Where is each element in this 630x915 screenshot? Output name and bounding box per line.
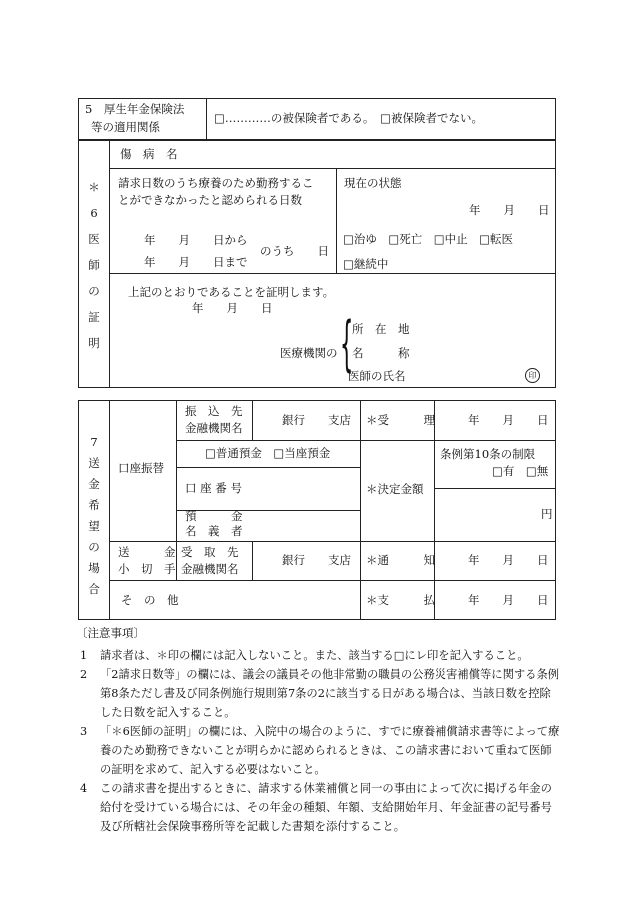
section-7-line-c bbox=[434, 488, 556, 489]
section-7-line-a bbox=[176, 440, 434, 441]
section-7-col3b bbox=[252, 541, 253, 580]
section-7-line-e bbox=[109, 541, 556, 542]
institution-name-label: 名 称 bbox=[352, 346, 410, 360]
leave-days-count[interactable]: のうち 日 bbox=[260, 244, 329, 258]
note-text: 「2請求日数等」の欄には、議会の議員その他非常勤の職員の公務災害補償等に関する条例第8条ただし書及び同条例施行規則第7条の2に該当する日がある場合は、当該日数を控除した日数を記入すること。 bbox=[100, 668, 560, 719]
section-7-col5 bbox=[434, 400, 435, 620]
account-type-options[interactable]: □普通預金 □当座預金 bbox=[205, 446, 331, 460]
leave-to-date[interactable]: 年 月 日まで bbox=[144, 255, 248, 269]
section-7-line-f bbox=[109, 580, 556, 581]
transfer-bank-label-line2: 金融機関名 bbox=[185, 421, 243, 435]
section-7-col1 bbox=[109, 400, 110, 620]
receiving-bank-label-line1: 受 取 先 bbox=[181, 545, 239, 559]
section-6-left-divider bbox=[109, 140, 110, 388]
note-text: 請求者は、＊印の欄には記入しないこと。また、該当する□にレ印を記入すること。 bbox=[100, 649, 529, 662]
yen-unit: 円 bbox=[541, 507, 553, 521]
certification-date[interactable]: 年 月 日 bbox=[192, 301, 273, 315]
other-label: そ の 他 bbox=[121, 593, 179, 607]
leave-from-date[interactable]: 年 月 日から bbox=[144, 233, 248, 247]
section-6-row2-line bbox=[109, 273, 556, 274]
note-number: 2 bbox=[80, 668, 88, 681]
notice-label: ＊通 知 bbox=[366, 553, 435, 567]
leave-days-label-line2: とができなかったと認められる日数 bbox=[118, 193, 302, 207]
account-transfer-label: 口座振替 bbox=[118, 461, 164, 475]
note-number: 1 bbox=[80, 649, 88, 662]
receipt-date[interactable]: 年 月 日 bbox=[468, 413, 549, 427]
transfer-bank-branch[interactable]: 銀行 支店 bbox=[282, 413, 351, 427]
note-item bbox=[80, 646, 560, 665]
note-number: 4 bbox=[80, 782, 88, 795]
section-7-line-b bbox=[176, 467, 360, 468]
section-6-row1-line bbox=[109, 168, 556, 169]
article-10-limit-label: 条例第10条の制限 bbox=[440, 447, 536, 461]
section-5-label-line2: 等の適用関係 bbox=[91, 120, 160, 134]
receipt-label: ＊受 理 bbox=[366, 413, 435, 427]
section-6-status-divider bbox=[336, 168, 337, 273]
doctor-name-label: 医師の氏名 bbox=[348, 369, 406, 383]
medical-institution-brace: { bbox=[340, 309, 354, 379]
medical-institution-label: 医療機関の bbox=[280, 346, 338, 360]
note-number: 3 bbox=[80, 725, 88, 738]
current-status-options[interactable]: □治ゆ □死亡 □中止 □転医 bbox=[343, 232, 513, 246]
remittance-check-label-line1: 送 金 bbox=[118, 545, 176, 559]
payment-date[interactable]: 年 月 日 bbox=[468, 593, 549, 607]
section-7-col3 bbox=[252, 400, 253, 440]
section-7-vertical-label: 7 送 金 希 望 の 場 合 bbox=[88, 435, 100, 596]
current-status-label: 現在の状態 bbox=[344, 176, 402, 190]
receiving-bank-branch[interactable]: 銀行 支店 bbox=[282, 553, 351, 567]
section-5-insurance-options[interactable]: □…………の被保険者である。 □被保険者でない。 bbox=[214, 111, 483, 125]
injury-name-label: 傷 病 名 bbox=[120, 147, 178, 161]
note-text: この請求書を提出するときに、請求する休業補償と同一の事由によって次に掲げる年金の給付を受けている場合には、その年金の種類、年額、支給開始年月、年金証書の記号番号及び所轄社会保険事務所等を記載した書類を添付すること。 bbox=[100, 782, 552, 833]
certification-statement: 上記のとおりであることを証明します。 bbox=[128, 285, 335, 299]
notice-date[interactable]: 年 月 日 bbox=[468, 553, 549, 567]
section-5-label-line1: 5 厚生年金保険法 bbox=[85, 102, 185, 116]
section-7-line-a2 bbox=[434, 440, 556, 441]
payment-label: ＊支 払 bbox=[366, 593, 435, 607]
seal-icon: 印 bbox=[525, 368, 540, 383]
decided-amount-label: ＊決定金額 bbox=[366, 482, 424, 496]
remittance-check-label-line2: 小 切 手 bbox=[118, 562, 176, 576]
institution-address-label: 所 在 地 bbox=[352, 322, 410, 336]
note-text: 「＊6医師の証明」の欄には、入院中の場合のように、すでに療養補償請求書等によって療養のため勤務できないことが明らかに認められるときは、この請求書において重ねて医師の証明を求めて、記入する必要はないこと。 bbox=[100, 725, 560, 776]
leave-days-label-line1: 請求日数のうち療養のため勤務するこ bbox=[118, 176, 314, 190]
transfer-bank-label-line1: 振 込 先 bbox=[185, 404, 243, 418]
account-holder-label-line1: 預 金 bbox=[185, 509, 243, 523]
section-7-col2 bbox=[176, 400, 177, 580]
receiving-bank-label-line2: 金融機関名 bbox=[181, 562, 239, 576]
account-holder-label-line2: 名 義 者 bbox=[185, 524, 243, 538]
current-status-date[interactable]: 年 月 日 bbox=[469, 203, 550, 217]
account-number-label: 口 座 番 号 bbox=[185, 481, 242, 495]
section-5-divider bbox=[206, 98, 207, 140]
current-status-continuing[interactable]: □継続中 bbox=[343, 257, 389, 271]
note-item bbox=[80, 665, 560, 722]
notes-heading: 〔注意事項〕 bbox=[76, 626, 145, 640]
section-6-vertical-label: ＊ 6 医 師 の 証 明 bbox=[88, 180, 100, 350]
note-item bbox=[80, 722, 560, 779]
note-item bbox=[80, 779, 560, 836]
section-7-col4 bbox=[360, 400, 361, 620]
article-10-limit-options[interactable]: □有 □無 bbox=[492, 464, 549, 478]
